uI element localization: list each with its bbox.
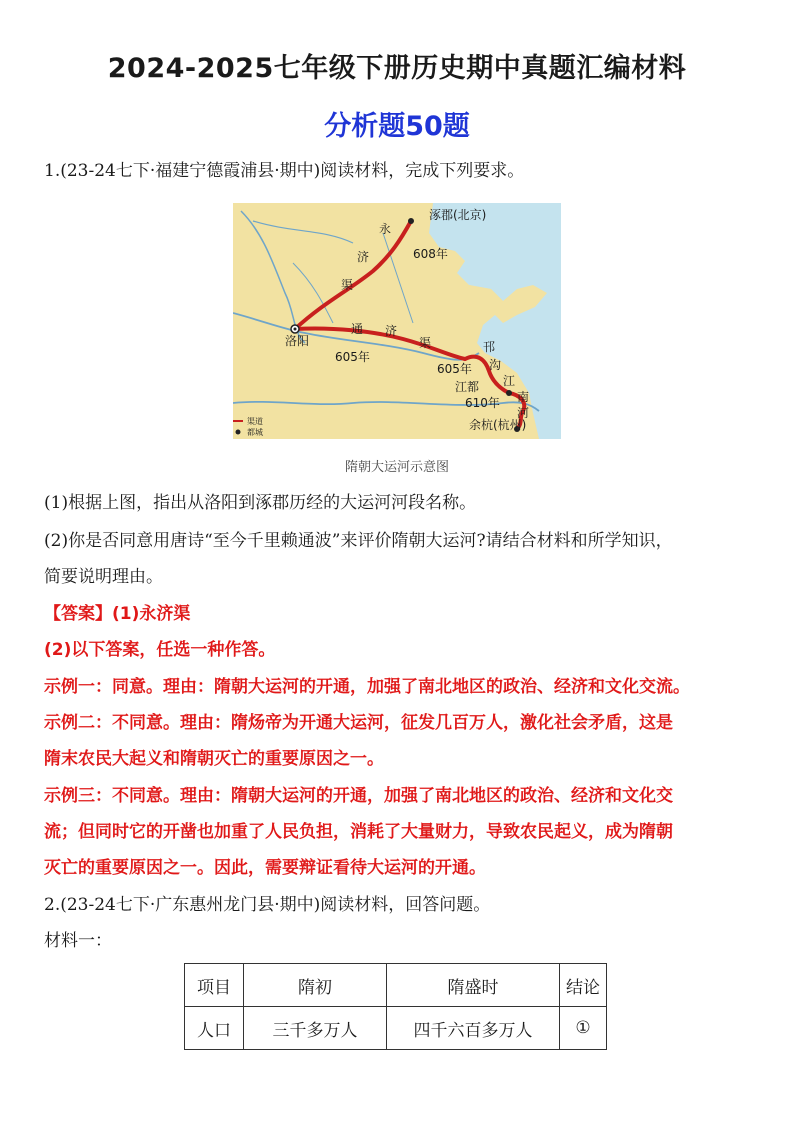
- label-tong: 通: [351, 322, 364, 336]
- answer-line1: [44, 602, 764, 626]
- table-header: 隋盛时: [387, 964, 560, 1007]
- example-3-line2: 流；但同时它的开凿也加重了人民负担，消耗了大量财力，导致农民起义，成为隋朝: [44, 822, 673, 842]
- example-3-line3: 灭亡的重要原因之一。因此，需要辩证看待大运河的开通。: [44, 858, 486, 878]
- table-cell: ①: [560, 1007, 607, 1050]
- example-2-line2: 隋末农民大起义和隋朝灭亡的重要原因之一。: [44, 749, 384, 769]
- table-header: 结论: [560, 964, 607, 1007]
- answer-2: (2)以下答案，任选一种作答。: [44, 640, 276, 660]
- legend-city-swatch: [236, 430, 241, 435]
- label-ji2: 济: [385, 324, 398, 338]
- material-label: 材料一：: [44, 931, 112, 951]
- label-608: 608年: [413, 247, 448, 261]
- table-header-row: [185, 964, 607, 1007]
- answer-tag: 【答案】: [44, 604, 112, 624]
- label-qu1: 渠: [341, 278, 354, 292]
- legend-city: 都城: [247, 428, 263, 437]
- answer-1: (1)永济渠: [112, 604, 191, 624]
- section-subtitle: 分析题50题: [324, 111, 470, 142]
- table-row: [185, 1007, 607, 1050]
- label-605a: 605年: [335, 350, 370, 364]
- table-cell: 三千多万人: [244, 1007, 387, 1050]
- label-610: 610年: [465, 396, 500, 410]
- jiangdu-marker: [506, 390, 512, 396]
- label-han: 邗: [483, 340, 496, 354]
- q1-sub2-line1: (2)你是否同意用唐诗“至今千里赖通波”来评价隋朝大运河?请结合材料和所学知识，: [44, 531, 673, 551]
- table-header: 项目: [185, 964, 244, 1007]
- q1-stem: 1.(23-24七下·福建宁德霞浦县·期中)阅读材料，完成下列要求。: [44, 161, 525, 181]
- map-caption: 隋朝大运河示意图: [344, 460, 449, 475]
- legend-canal: 渠道: [247, 417, 263, 426]
- example-3-line1: 示例三：不同意。理由：隋朝大运河的开通，加强了南北地区的政治、经济和文化交: [44, 786, 673, 806]
- label-gou: 沟: [489, 358, 502, 372]
- label-luoyang: 洛阳: [285, 334, 310, 348]
- label-jiangdu: 江都: [455, 380, 480, 394]
- example-2-line1: 示例二：不同意。理由：隋炀帝为开通大运河，征发几百万人，激化社会矛盾，这是: [44, 713, 673, 733]
- page-title: 2024-2025七年级下册历史期中真题汇编材料: [107, 53, 687, 84]
- population-table: [184, 963, 607, 1050]
- label-ji1: 济: [357, 250, 370, 264]
- label-nan: 南: [517, 390, 530, 404]
- q1-sub2-line2: 简要说明理由。: [44, 567, 163, 587]
- example-1: 示例一：同意。理由：隋朝大运河的开通，加强了南北地区的政治、经济和文化交流。: [44, 677, 690, 697]
- label-jiang: 江: [503, 374, 516, 388]
- q2-stem: 2.(23-24七下·广东惠州龙门县·期中)阅读材料，回答问题。: [44, 895, 491, 915]
- table-cell: 人口: [185, 1007, 244, 1050]
- table-cell: 四千六百多万人: [387, 1007, 560, 1050]
- zhuojun-marker: [408, 218, 414, 224]
- canal-map-svg: [233, 203, 561, 439]
- canal-map: [233, 203, 561, 439]
- label-he: 河: [517, 406, 530, 420]
- label-yong: 永: [379, 222, 392, 236]
- label-zhuojun: 涿郡(北京): [429, 208, 487, 222]
- label-yuhang: 余杭(杭州): [469, 418, 527, 432]
- label-605b: 605年: [437, 362, 472, 376]
- q1-sub1: (1)根据上图，指出从洛阳到涿郡历经的大运河河段名称。: [44, 493, 477, 513]
- table-header: 隋初: [244, 964, 387, 1007]
- label-qu2: 渠: [419, 336, 432, 350]
